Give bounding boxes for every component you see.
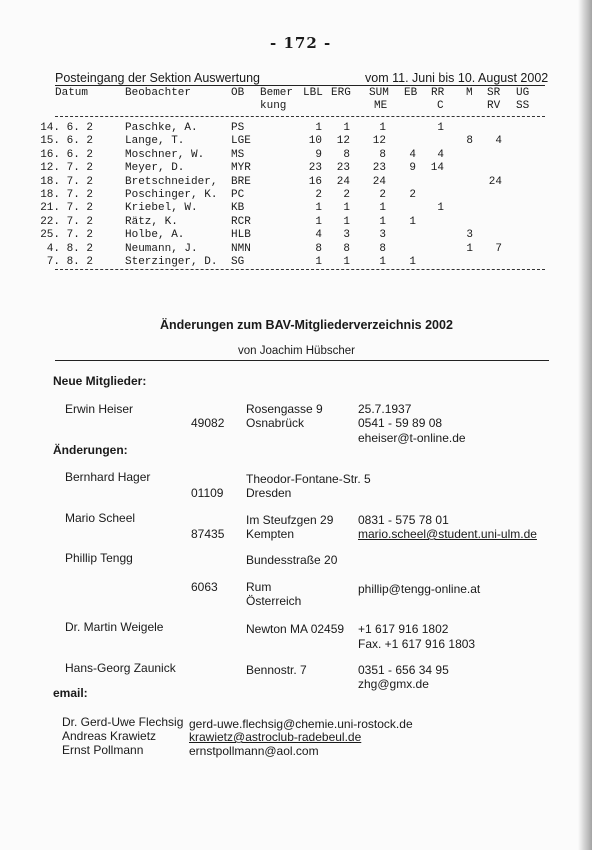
- cell-beobachter: Bretschneider,: [125, 175, 218, 188]
- cell-erg: 1: [343, 256, 350, 268]
- member-birthdate: 25.7.1937: [358, 402, 412, 416]
- cell-lbl: 4: [315, 229, 322, 242]
- col-ugss-2: SS: [516, 100, 530, 112]
- member-phone: 0541 - 59 89 08: [358, 416, 443, 430]
- member-plz: 87435: [191, 527, 225, 541]
- cell-datum: 21. 7. 2: [40, 202, 93, 215]
- member-name: Dr. Martin Weigele: [65, 620, 164, 634]
- member-plz: 6063: [191, 580, 218, 594]
- cell-rrc: 1: [437, 122, 444, 134]
- col-bemerkung: Bemer: [260, 87, 294, 99]
- cell-lbl: 1: [315, 202, 322, 215]
- cell-rrc: 1: [437, 202, 444, 215]
- cell-beobachter: Poschinger, K.: [125, 189, 218, 201]
- cell-ob: PS: [231, 122, 245, 134]
- report-period: vom 11. Juni bis 10. August 2002: [365, 71, 549, 85]
- cell-beobachter: Lange, T.: [125, 135, 185, 148]
- cell-lbl: 23: [308, 162, 322, 175]
- cell-lbl: 9: [315, 148, 322, 161]
- member-street: Bundesstraße 20: [246, 553, 338, 567]
- cell-lbl: 2: [315, 189, 322, 201]
- cell-summe: 8: [379, 148, 386, 161]
- member-city: Osnabrück: [246, 416, 305, 430]
- cell-m: 1: [466, 242, 473, 255]
- member-phone: +1 617 916 1802: [358, 622, 449, 636]
- cell-srrv: 7: [495, 242, 502, 255]
- member-city: Rum: [246, 580, 272, 594]
- cell-ob: SG: [231, 256, 245, 268]
- member-email-link[interactable]: mario.scheel@student.uni-ulm.de: [358, 527, 537, 541]
- cell-erg: 12: [336, 135, 350, 148]
- cell-rrc: 14: [430, 162, 444, 175]
- col-ugss: UG: [516, 87, 530, 99]
- cell-summe: 1: [379, 215, 386, 228]
- member-plz: 49082: [191, 416, 225, 430]
- col-datum: Datum: [55, 87, 89, 99]
- cell-eb: 4: [409, 148, 416, 161]
- footer-dashed-rule: [55, 269, 545, 270]
- cell-datum: 7. 8. 2: [46, 256, 93, 268]
- cell-m: 8: [466, 135, 473, 148]
- email-heading: email:: [53, 686, 88, 700]
- cell-summe: 1: [379, 256, 386, 268]
- member-country: Österreich: [246, 594, 302, 608]
- col-srrv: SR: [487, 87, 501, 99]
- cell-erg: 8: [343, 242, 350, 255]
- cell-lbl: 1: [315, 256, 322, 268]
- member-email: gerd-uwe.flechsig@chemie.uni-rostock.de: [189, 717, 413, 731]
- cell-beobachter: Kriebel, W.: [125, 202, 198, 215]
- cell-eb: 9: [409, 162, 416, 175]
- header-rule: [55, 85, 545, 86]
- cell-erg: 24: [336, 175, 350, 188]
- cell-beobachter: Sterzinger, D.: [125, 256, 218, 268]
- member-city: Dresden: [246, 486, 292, 500]
- col-summe-2: ME: [374, 100, 388, 112]
- cell-datum: 12. 7. 2: [40, 162, 93, 175]
- cell-ob: MS: [231, 148, 245, 161]
- cell-datum: 18. 7. 2: [40, 189, 93, 201]
- cell-datum: 4. 8. 2: [46, 242, 93, 255]
- cell-summe: 23: [372, 162, 386, 175]
- member-name: Andreas Krawietz: [62, 729, 157, 743]
- cell-erg: 1: [343, 215, 350, 228]
- cell-datum: 25. 7. 2: [40, 229, 93, 242]
- member-name: Mario Scheel: [65, 511, 136, 525]
- member-name: Ernst Pollmann: [62, 743, 144, 757]
- new-members-heading: Neue Mitglieder:: [53, 374, 147, 388]
- member-name: Dr. Gerd-Uwe Flechsig: [62, 715, 184, 729]
- cell-lbl: 8: [315, 242, 322, 255]
- member-street: Im Steufzgen 29: [246, 513, 334, 527]
- cell-lbl: 16: [308, 175, 322, 188]
- col-eb: EB: [404, 87, 418, 99]
- cell-ob: LGE: [231, 135, 251, 148]
- section-title: Änderungen zum BAV-Mitgliederverzeichnis 2002: [160, 318, 453, 332]
- member-street: Theodor-Fontane-Str. 5: [246, 472, 371, 486]
- cell-m: 3: [466, 229, 473, 242]
- member-name: Bernhard Hager: [65, 470, 151, 484]
- cell-eb: 1: [409, 215, 416, 228]
- cell-srrv: 24: [488, 175, 502, 188]
- member-city: Newton MA 02459: [246, 622, 345, 636]
- cell-srrv: 4: [495, 135, 502, 148]
- member-street: Rosengasse 9: [246, 402, 323, 416]
- cell-ob: BRE: [231, 175, 251, 188]
- member-plz: 01109: [191, 486, 224, 500]
- cell-datum: 15. 6. 2: [40, 135, 93, 148]
- member-street: Bennostr. 7: [246, 663, 307, 677]
- cell-ob: NMN: [231, 242, 251, 255]
- cell-beobachter: Holbe, A.: [125, 229, 185, 242]
- cell-erg: 1: [343, 202, 350, 215]
- cell-summe: 3: [379, 229, 386, 242]
- cell-erg: 23: [336, 162, 350, 175]
- cell-lbl: 1: [315, 215, 322, 228]
- cell-ob: RCR: [231, 215, 251, 228]
- member-name: Erwin Heiser: [65, 402, 134, 416]
- cell-ob: HLB: [231, 229, 251, 242]
- col-rrc: RR: [431, 87, 445, 99]
- changes-heading: Änderungen:: [53, 443, 128, 457]
- col-ob: OB: [231, 87, 245, 99]
- cell-rrc: 4: [437, 148, 444, 161]
- member-email: eheiser@t-online.de: [358, 431, 466, 445]
- cell-ob: MYR: [231, 162, 251, 175]
- member-phone: 0831 - 575 78 01: [358, 513, 449, 527]
- cell-erg: 3: [343, 229, 350, 242]
- cell-summe: 8: [379, 242, 386, 255]
- col-erg: ERG: [331, 87, 351, 99]
- cell-datum: 18. 7. 2: [40, 175, 93, 188]
- col-m: M: [466, 87, 473, 99]
- cell-erg: 8: [343, 148, 350, 161]
- cell-lbl: 1: [315, 122, 322, 134]
- cell-ob: KB: [231, 202, 245, 215]
- member-email-link[interactable]: krawietz@astroclub-radebeul.de: [189, 730, 362, 744]
- byline: von Joachim Hübscher: [238, 345, 355, 357]
- col-bemerkung-2: kung: [260, 100, 287, 112]
- col-lbl: LBL: [303, 87, 323, 99]
- cell-summe: 1: [379, 202, 386, 215]
- cell-datum: 14. 6. 2: [40, 122, 93, 134]
- cell-summe: 1: [379, 122, 386, 134]
- col-rrc-2: C: [437, 100, 444, 112]
- cell-eb: 2: [409, 189, 416, 201]
- member-city: Kempten: [246, 527, 295, 541]
- section-rule: [55, 360, 549, 361]
- cell-beobachter: Moschner, W.: [125, 148, 205, 161]
- member-email: ernstpollmann@aol.com: [189, 744, 319, 758]
- cell-datum: 22. 7. 2: [40, 215, 93, 228]
- cell-erg: 1: [343, 122, 350, 134]
- page-edge-shadow: [578, 0, 592, 850]
- cell-summe: 24: [372, 175, 386, 188]
- page-number: - 172 -: [270, 34, 332, 52]
- cell-summe: 12: [372, 135, 386, 148]
- cell-eb: 1: [409, 256, 416, 268]
- member-name: Phillip Tengg: [65, 551, 133, 565]
- cell-datum: 16. 6. 2: [40, 148, 93, 161]
- col-summe: SUM: [369, 87, 389, 99]
- cell-beobachter: Paschke, A.: [125, 122, 198, 134]
- cell-beobachter: Rätz, K.: [125, 215, 178, 228]
- member-phone: 0351 - 656 34 95: [358, 663, 449, 677]
- member-fax: Fax. +1 617 916 1803: [358, 637, 476, 651]
- member-email: zhg@gmx.de: [358, 677, 429, 691]
- col-srrv-2: RV: [487, 100, 501, 112]
- cell-ob: PC: [231, 189, 245, 201]
- cell-beobachter: Neumann, J.: [125, 242, 198, 255]
- cell-beobachter: Meyer, D.: [125, 162, 185, 175]
- cell-summe: 2: [379, 189, 386, 201]
- member-email: phillip@tengg-online.at: [358, 582, 481, 596]
- header-dashed-rule: [55, 116, 545, 117]
- member-name: Hans-Georg Zaunick: [65, 661, 176, 675]
- report-title: Posteingang der Sektion Auswertung: [55, 71, 260, 85]
- cell-lbl: 10: [308, 135, 322, 148]
- col-beobachter: Beobachter: [125, 87, 192, 99]
- cell-erg: 2: [343, 189, 350, 201]
